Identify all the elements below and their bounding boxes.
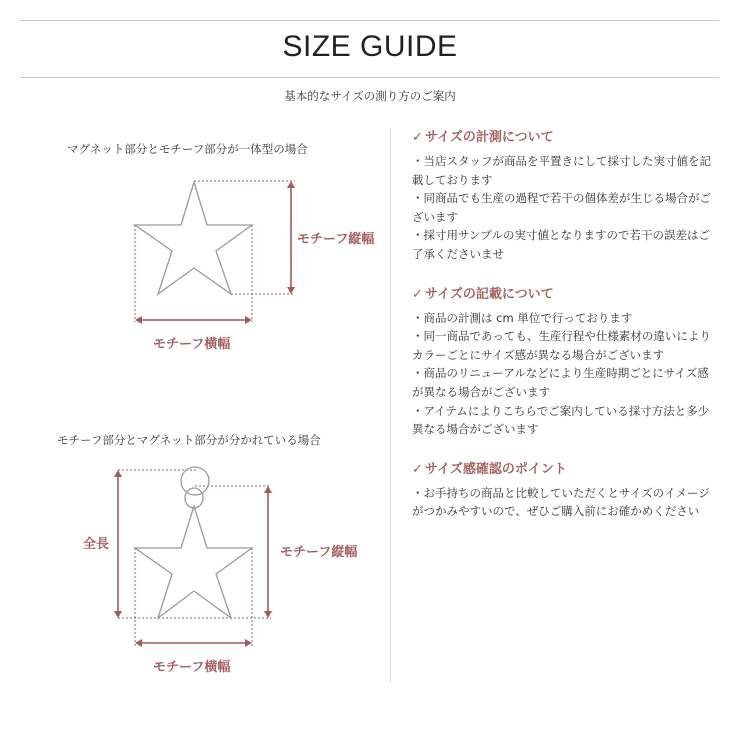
diagram-one-height-label: モチーフ縦幅 [297,232,375,247]
check-icon: ✓ [412,130,423,145]
list-item: ・商品の計測は cm 単位で行っております [412,310,633,325]
height-dimension-arrow [264,486,272,618]
section-heading: ✓ サイズ感確認のポイント [412,461,567,477]
size-notes [412,126,717,540]
list-item: ・商品のリニューアルなどにより生産時期ごとにサイズ感が異なる場合がございます [412,366,709,399]
width-dimension-arrow [135,639,252,647]
check-icon: ✓ [412,286,423,302]
list-item: ・お手持ちの商品と比較していただくとサイズのイメージがつかみやすいので、ぜひご購入前にお確かめください [412,485,710,519]
page-title: SIZE GUIDE [282,30,458,63]
list-item: ・同一商品であっても、生産行程や仕様素材の違いによりカラーごとにサイズ感が異なる場合がございます [412,329,711,362]
diagram-two-total-label: 全長 [83,537,110,552]
star-motif-icon [135,506,252,618]
diagram-one-caption: マグネット部分とモチーフ部分が一体型の場合 [67,142,308,156]
list-item: ・同商品でも生産の過程で若干の個体差が生じる場合がございます [412,191,711,224]
notes-section-listing [412,283,717,439]
column-divider [390,128,391,683]
list-item: ・採寸用サンプルの実寸値となりますので若干の誤差はご了承くださいませ [412,228,710,261]
list-item: ・アイテムによりこちらでご案内している採寸方法と多少異なる場合がございます [412,403,710,437]
notes-section-measurement [412,126,717,264]
diagram-two-figure [0,0,390,700]
page-subtitle: 基本的なサイズの測り方のご案内 [284,89,456,103]
list-item: ・当店スタッフが商品を平置きにして採寸した実寸値を記載しております [412,154,711,187]
check-icon: ✓ [412,461,423,477]
diagram-two-caption: モチーフ部分とマグネット部分が分かれている場合 [57,433,321,447]
notes-section-tips [412,458,717,521]
diagram-two-width-label: モチーフ横幅 [153,660,231,675]
total-length-dimension-arrow [114,470,122,618]
magnet-icon [181,467,209,495]
section-heading: ✓ サイズの計測について [412,130,554,145]
diagram-two-height-label: モチーフ縦幅 [280,545,358,560]
diagram-one-width-label: モチーフ横幅 [153,337,231,352]
section-heading: ✓ サイズの記載について [412,286,554,302]
